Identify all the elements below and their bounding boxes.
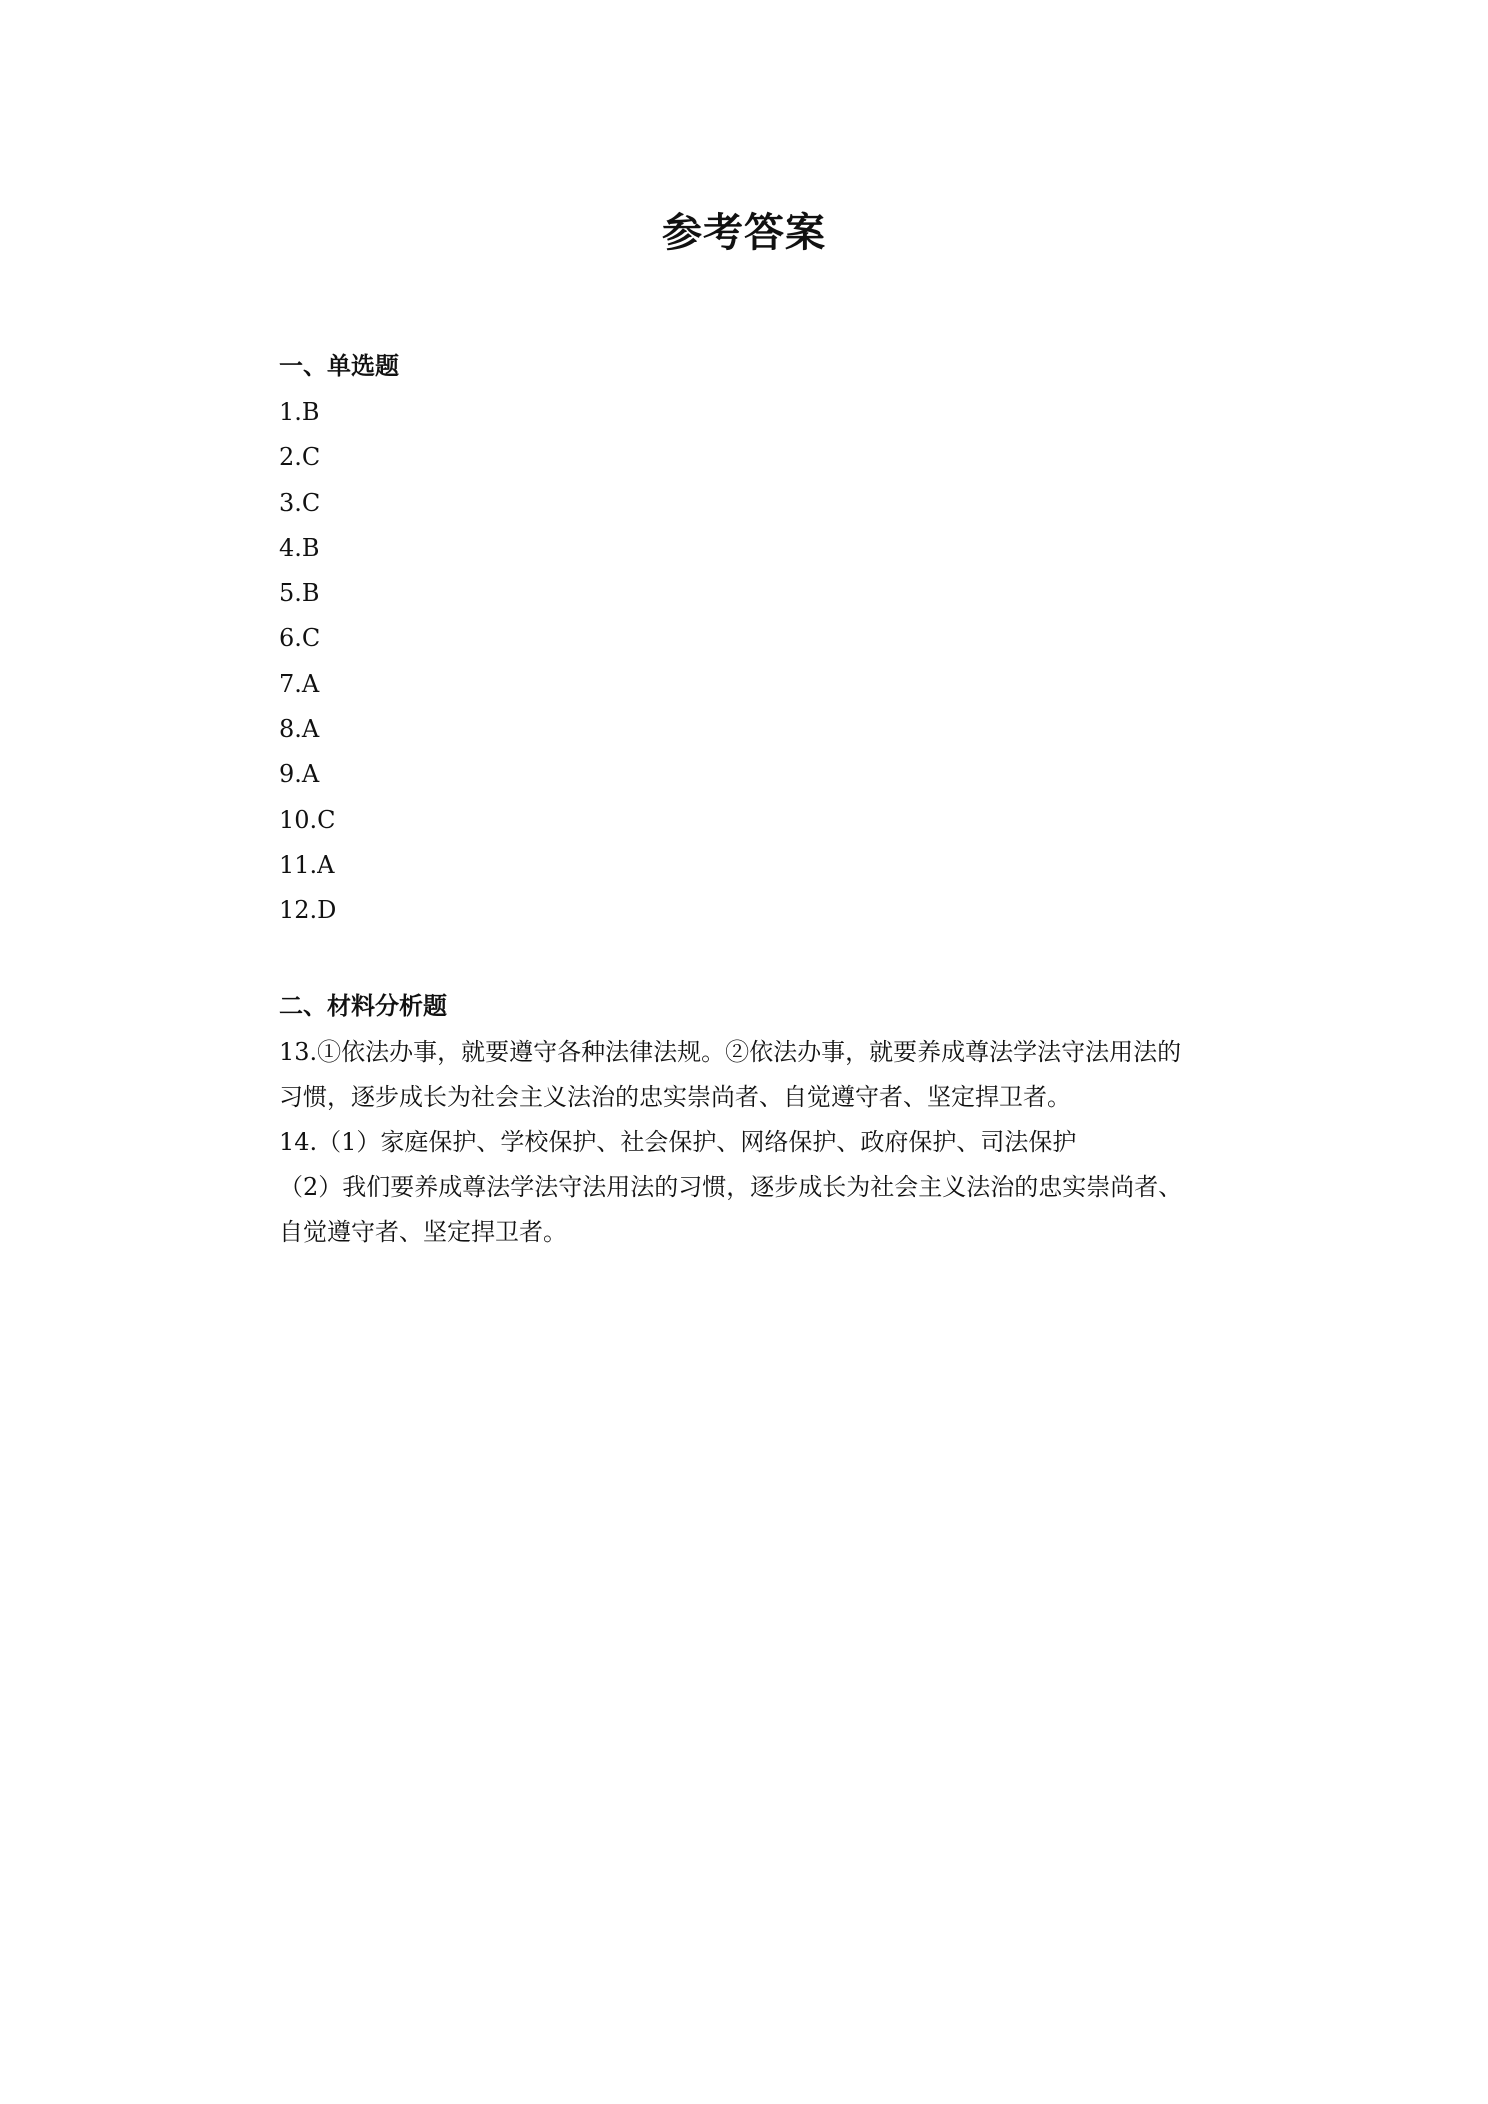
- section-heading-material-analysis: 二、材料分析题: [279, 990, 447, 1020]
- page-title: 参考答案: [662, 208, 826, 256]
- answer-item: 9.A: [279, 760, 320, 789]
- answer-item: 12.D: [279, 896, 337, 925]
- section-single-choice: [279, 346, 1269, 934]
- answer-13-line-2: 习惯，逐步成长为社会主义法治的忠实崇尚者、自觉遵守者、坚定捍卫者。: [279, 1082, 1071, 1111]
- answer-item: 10.C: [279, 805, 336, 834]
- answer-item: 8.A: [279, 715, 320, 744]
- answer-item: 3.C: [279, 488, 321, 517]
- answer-item: 7.A: [279, 669, 320, 698]
- answer-list: [279, 390, 1269, 934]
- answer-13: [279, 1030, 1269, 1120]
- section-material-analysis: [279, 986, 1269, 1255]
- answer-13-line-1: 13.①依法办事，就要遵守各种法律法规。②依法办事，就要养成尊法学法守法用法的: [279, 1037, 1182, 1066]
- answer-item: 11.A: [279, 850, 335, 879]
- document-body: [279, 346, 1269, 1255]
- section-heading-single-choice: 一、单选题: [279, 351, 399, 380]
- answer-item: 5.B: [279, 579, 320, 608]
- answer-item: 6.C: [279, 624, 321, 653]
- answer-14: [279, 1120, 1269, 1255]
- answer-item: 4.B: [279, 533, 320, 562]
- answer-item: 1.B: [279, 398, 320, 426]
- answer-14-part-2-line-1: （2）我们要养成尊法学法守法用法的习惯，逐步成长为社会主义法治的忠实崇尚者、: [279, 1172, 1183, 1201]
- answer-14-part-2-line-2: 自觉遵守者、坚定捍卫者。: [279, 1217, 567, 1246]
- answer-item: 2.C: [279, 443, 321, 472]
- answer-14-part-1: 14.（1）家庭保护、学校保护、社会保护、网络保护、政府保护、司法保护: [279, 1127, 1077, 1156]
